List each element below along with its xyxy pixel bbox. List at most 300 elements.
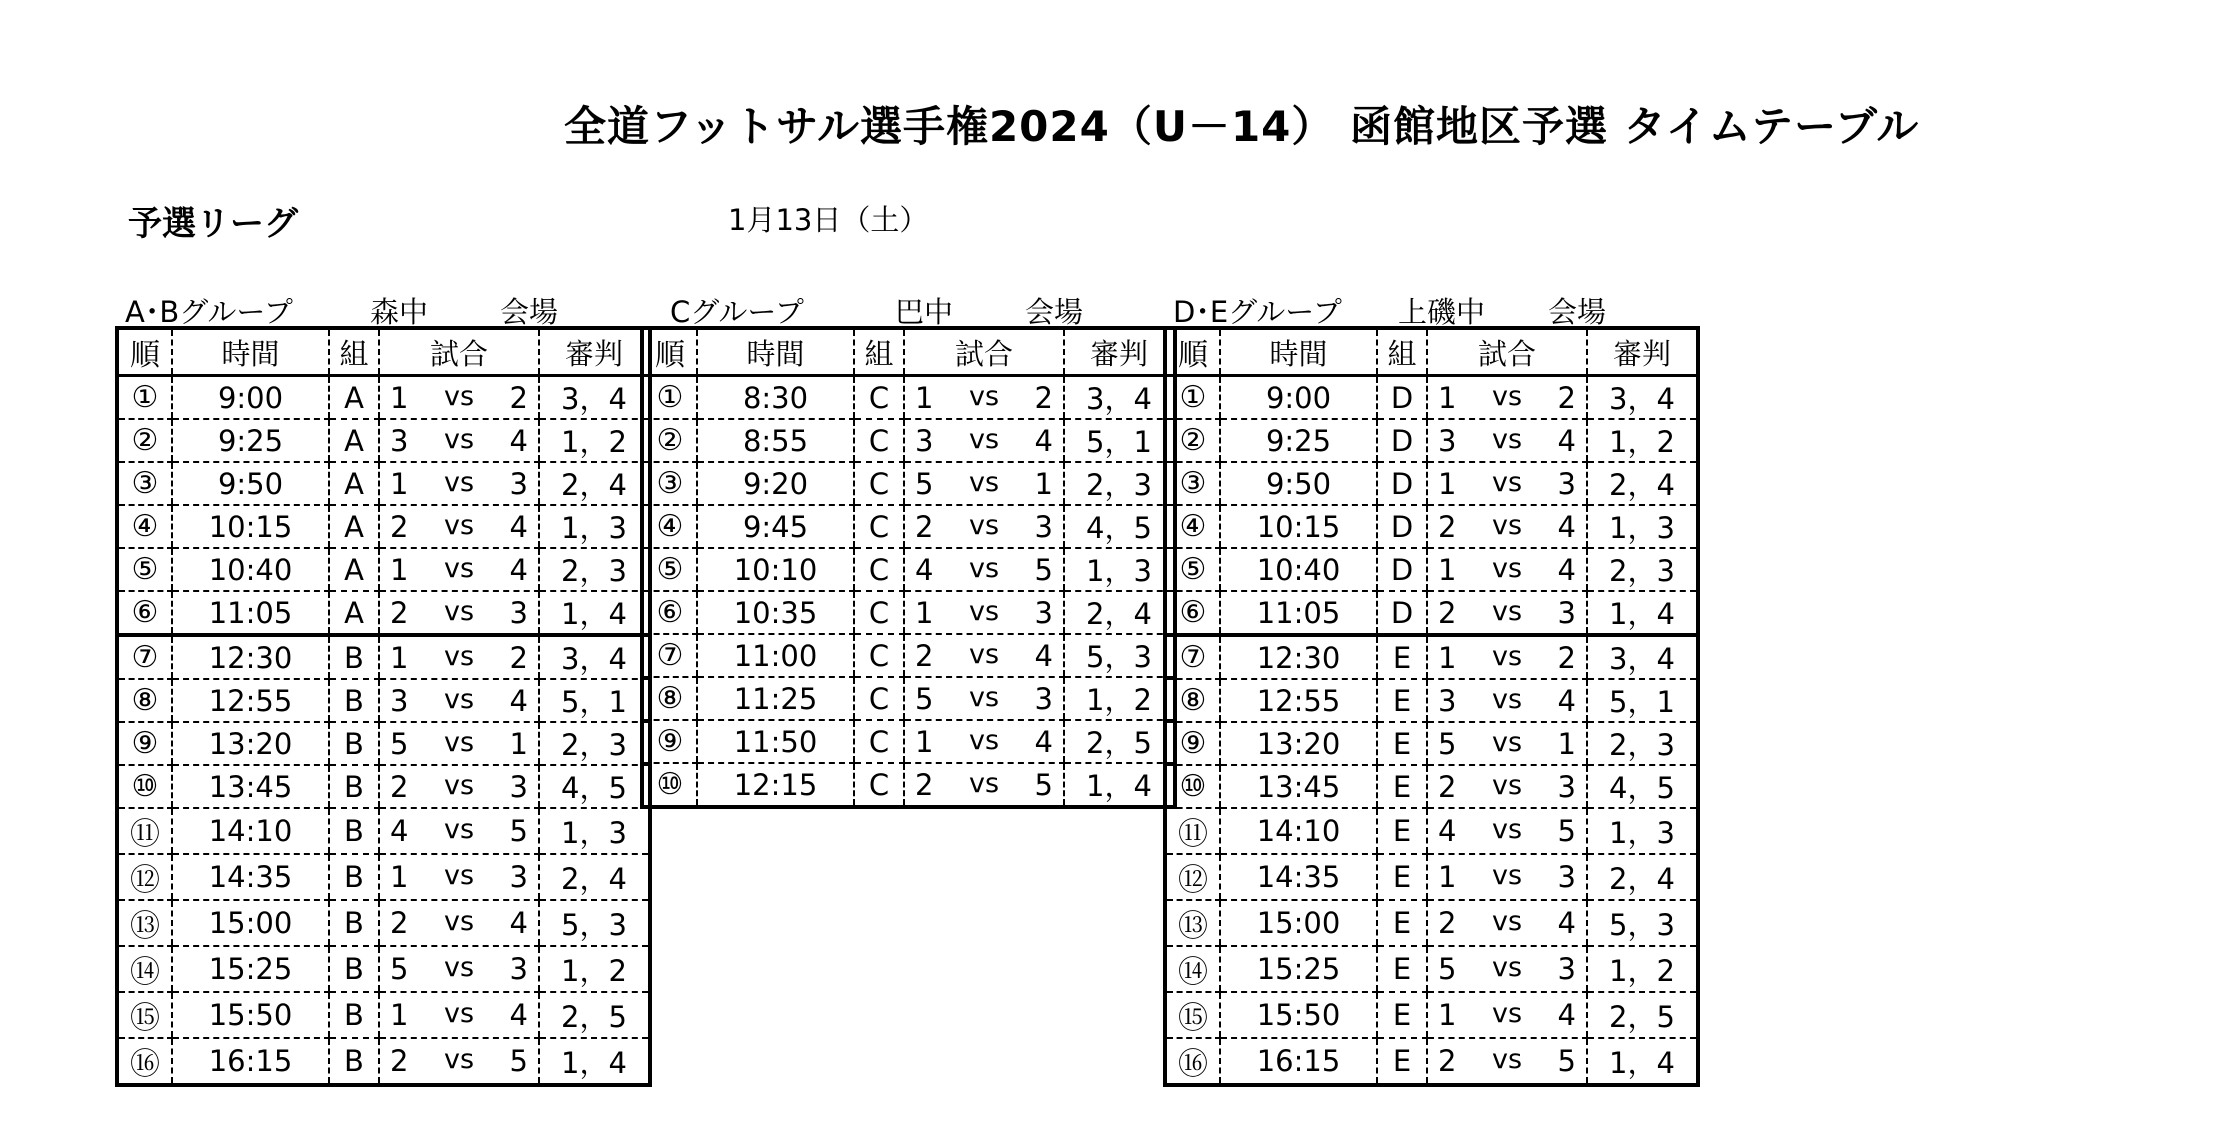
vs-label: vs: [968, 552, 1000, 584]
group-letter: B: [329, 765, 379, 808]
away-team: 4: [1034, 423, 1053, 458]
away-team: 2: [509, 380, 528, 415]
kickoff-time: 9:50: [172, 462, 329, 505]
match-order: ②: [1165, 419, 1220, 462]
table-row: [117, 992, 650, 1038]
group-letter: E: [1377, 808, 1427, 854]
match-order: ⑩: [1165, 765, 1220, 808]
home-team: 1: [1438, 640, 1457, 675]
match-cell: [379, 376, 539, 420]
referee-teams: 3，4: [1064, 376, 1175, 420]
kickoff-time: 10:40: [172, 548, 329, 591]
column-header-order: 順: [642, 328, 697, 376]
home-team: 1: [390, 860, 409, 894]
home-team: 2: [1438, 509, 1457, 544]
kickoff-time: 12:55: [172, 679, 329, 722]
home-team: 2: [1438, 1044, 1457, 1078]
table-row: [117, 635, 650, 679]
group-letter: C: [854, 677, 904, 720]
block-header: [640, 286, 1177, 329]
match-order: ④: [1165, 505, 1220, 548]
kickoff-time: 12:30: [172, 635, 329, 679]
referee-teams: 4，5: [1587, 765, 1698, 808]
referee-teams: 1，4: [1587, 1038, 1698, 1085]
match-cell: [1427, 376, 1587, 420]
away-team: 3: [509, 952, 528, 986]
referee-teams: 2，4: [539, 462, 650, 505]
away-team: 5: [1034, 552, 1053, 587]
table-row: [1165, 591, 1698, 635]
referee-teams: 5，3: [1064, 634, 1175, 677]
vs-label: vs: [1491, 466, 1523, 498]
match-order: ⑧: [117, 679, 172, 722]
referee-teams: 2，4: [539, 854, 650, 900]
referee-teams: 1，4: [1064, 763, 1175, 807]
match-cell: [379, 591, 539, 635]
vs-label: vs: [443, 683, 475, 715]
group-letter: E: [1377, 1038, 1427, 1085]
table-row: [117, 900, 650, 946]
table-row: [117, 765, 650, 808]
home-team: 2: [1438, 906, 1457, 940]
table-header-row: [1165, 328, 1698, 376]
group-letter: E: [1377, 679, 1427, 722]
kickoff-time: 15:25: [1220, 946, 1377, 992]
table-row: [642, 634, 1175, 677]
match-order: ⑭: [117, 946, 172, 992]
table-row: [1165, 900, 1698, 946]
vs-label: vs: [968, 595, 1000, 627]
match-order: ⑤: [642, 548, 697, 591]
match-cell: [379, 722, 539, 765]
away-team: 5: [1557, 1044, 1576, 1078]
away-team: 1: [1557, 726, 1576, 761]
referee-teams: 4，5: [1064, 505, 1175, 548]
match-cell: [904, 634, 1064, 677]
table-row: [642, 763, 1175, 807]
match-order: ⑪: [117, 808, 172, 854]
referee-teams: 2，3: [539, 548, 650, 591]
group-letter: B: [329, 946, 379, 992]
match-order: ⑨: [117, 722, 172, 765]
vs-label: vs: [968, 380, 1000, 412]
kickoff-time: 15:00: [172, 900, 329, 946]
match-order: ③: [117, 462, 172, 505]
vs-label: vs: [1491, 380, 1523, 412]
group-letter: E: [1377, 946, 1427, 992]
column-header-time: 時間: [172, 328, 329, 376]
kickoff-time: 13:20: [172, 722, 329, 765]
away-team: 5: [1557, 814, 1576, 848]
schedule-table: [640, 326, 1177, 809]
away-team: 4: [509, 683, 528, 718]
away-team: 3: [509, 769, 528, 804]
match-order: ⑪: [1165, 808, 1220, 854]
away-team: 5: [509, 814, 528, 848]
match-order: ⑫: [1165, 854, 1220, 900]
vs-label: vs: [1491, 683, 1523, 715]
match-order: ⑦: [117, 635, 172, 679]
group-letter: A: [329, 419, 379, 462]
group-letter: C: [854, 462, 904, 505]
away-team: 3: [1034, 681, 1053, 716]
table-row: [642, 720, 1175, 763]
venue-suffix: 会場: [1548, 295, 1607, 329]
kickoff-time: 9:20: [697, 462, 854, 505]
table-row: [117, 1038, 650, 1085]
match-cell: [1427, 765, 1587, 808]
home-team: 3: [915, 423, 934, 458]
vs-label: vs: [1491, 552, 1523, 584]
vs-label: vs: [1491, 860, 1523, 891]
group-letter: C: [854, 505, 904, 548]
column-header-time: 時間: [1220, 328, 1377, 376]
kickoff-time: 14:10: [1220, 808, 1377, 854]
home-team: 1: [1438, 466, 1457, 501]
group-letter: A: [329, 376, 379, 420]
referee-teams: 5，3: [539, 900, 650, 946]
home-team: 1: [390, 998, 409, 1032]
referee-teams: 1，2: [539, 419, 650, 462]
referee-teams: 2，4: [1064, 591, 1175, 634]
group-letter: B: [329, 635, 379, 679]
table-row: [117, 548, 650, 591]
block-header: [1163, 286, 1700, 329]
venue-name: 森中: [370, 295, 429, 329]
column-header-referee: 審判: [539, 328, 650, 376]
match-cell: [379, 992, 539, 1038]
away-team: 4: [509, 998, 528, 1032]
referee-teams: 5，1: [1587, 679, 1698, 722]
referee-teams: 2，3: [1587, 722, 1698, 765]
vs-label: vs: [443, 423, 475, 455]
group-letter: B: [329, 854, 379, 900]
home-team: 2: [1438, 595, 1457, 630]
away-team: 4: [1034, 724, 1053, 759]
away-team: 3: [509, 860, 528, 894]
referee-teams: 1，3: [539, 808, 650, 854]
kickoff-time: 16:15: [1220, 1038, 1377, 1085]
away-team: 2: [509, 640, 528, 675]
vs-label: vs: [443, 380, 475, 412]
table-row: [642, 419, 1175, 462]
table-row: [642, 376, 1175, 420]
home-team: 1: [1438, 860, 1457, 894]
vs-label: vs: [968, 681, 1000, 713]
kickoff-time: 10:10: [697, 548, 854, 591]
home-team: 5: [1438, 726, 1457, 761]
home-team: 1: [390, 380, 409, 415]
vs-label: vs: [443, 640, 475, 672]
match-cell: [1427, 591, 1587, 635]
match-order: ④: [117, 505, 172, 548]
table-row: [117, 462, 650, 505]
away-team: 4: [1034, 638, 1053, 673]
kickoff-time: 9:25: [172, 419, 329, 462]
away-team: 5: [1034, 767, 1053, 802]
referee-teams: 1，4: [1587, 591, 1698, 635]
match-cell: [1427, 419, 1587, 462]
match-order: ⑯: [1178, 1047, 1208, 1082]
schedule-block-de: [1163, 286, 1700, 1087]
match-order: ⑧: [642, 677, 697, 720]
table-row: [1165, 635, 1698, 679]
table-row: [1165, 505, 1698, 548]
table-row: [117, 854, 650, 900]
match-order: ③: [642, 462, 697, 505]
group-letter: B: [329, 808, 379, 854]
away-team: 4: [509, 423, 528, 458]
referee-teams: 5，1: [1064, 419, 1175, 462]
match-order: ⑨: [642, 720, 697, 763]
group-label: Cグループ: [670, 295, 804, 329]
table-row: [642, 591, 1175, 634]
match-order: ⑦: [642, 634, 697, 677]
referee-teams: 5，3: [1587, 900, 1698, 946]
match-cell: [379, 808, 539, 854]
kickoff-time: 11:05: [172, 591, 329, 635]
referee-teams: 2，5: [1587, 992, 1698, 1038]
event-date: 1月13日（土）: [728, 203, 929, 237]
match-cell: [1427, 548, 1587, 591]
column-header-time: 時間: [697, 328, 854, 376]
match-cell: [1427, 722, 1587, 765]
kickoff-time: 15:50: [172, 992, 329, 1038]
referee-teams: 1，3: [539, 505, 650, 548]
kickoff-time: 11:50: [697, 720, 854, 763]
match-order: ⑤: [117, 548, 172, 591]
table-row: [117, 946, 650, 992]
column-header-match: 試合: [904, 328, 1064, 376]
column-header-group: 組: [329, 328, 379, 376]
column-header-group: 組: [1377, 328, 1427, 376]
match-order: ⑨: [1165, 722, 1220, 765]
referee-teams: 3，4: [1587, 376, 1698, 420]
vs-label: vs: [443, 466, 475, 498]
kickoff-time: 8:55: [697, 419, 854, 462]
match-order: ⑮: [1165, 992, 1220, 1038]
referee-teams: 2，5: [1064, 720, 1175, 763]
table-row: [1165, 1038, 1698, 1085]
match-cell: [379, 765, 539, 808]
kickoff-time: 14:35: [172, 854, 329, 900]
vs-label: vs: [1491, 906, 1523, 937]
referee-teams: 1，4: [539, 591, 650, 635]
kickoff-time: 9:50: [1220, 462, 1377, 505]
group-letter: C: [854, 634, 904, 677]
group-letter: E: [1377, 722, 1427, 765]
vs-label: vs: [443, 726, 475, 758]
group-letter: B: [329, 1038, 379, 1085]
away-team: 4: [509, 509, 528, 544]
page-title: 全道フットサル選手権2024（U－14） 函館地区予選 タイムテーブル: [564, 102, 1920, 151]
group-letter: A: [329, 462, 379, 505]
home-team: 1: [915, 595, 934, 630]
match-cell: [1427, 808, 1587, 854]
kickoff-time: 11:25: [697, 677, 854, 720]
away-team: 5: [509, 1044, 528, 1078]
group-letter: D: [1377, 376, 1427, 420]
group-letter: D: [1377, 591, 1427, 635]
kickoff-time: 16:15: [172, 1038, 329, 1085]
away-team: 4: [1557, 906, 1576, 940]
match-order: ⑩: [117, 765, 172, 808]
referee-teams: 1，2: [539, 946, 650, 992]
match-cell: [379, 1038, 539, 1085]
vs-label: vs: [443, 769, 475, 801]
referee-teams: 2，3: [1064, 462, 1175, 505]
away-team: 3: [1557, 595, 1576, 630]
vs-label: vs: [1491, 769, 1523, 801]
away-team: 3: [509, 595, 528, 630]
match-order: ⑭: [1165, 946, 1220, 992]
table-row: [642, 677, 1175, 720]
match-order: ⑫: [117, 854, 172, 900]
vs-label: vs: [968, 423, 1000, 455]
referee-teams: 1，2: [1064, 677, 1175, 720]
schedule-block-ab: [115, 286, 652, 1087]
table-row: [1165, 548, 1698, 591]
referee-teams: 1，2: [1587, 419, 1698, 462]
match-cell: [904, 720, 1064, 763]
group-letter: B: [329, 679, 379, 722]
match-order: ⑬: [117, 900, 172, 946]
match-cell: [1427, 679, 1587, 722]
group-letter: A: [329, 548, 379, 591]
table-row: [1165, 462, 1698, 505]
block-header: [115, 286, 652, 329]
table-row: [117, 376, 650, 420]
home-team: 2: [1438, 769, 1457, 804]
kickoff-time: 9:25: [1220, 419, 1377, 462]
home-team: 4: [915, 552, 934, 587]
away-team: 2: [1557, 380, 1576, 415]
home-team: 4: [390, 814, 409, 848]
table-row: [1165, 679, 1698, 722]
vs-label: vs: [443, 509, 475, 541]
kickoff-time: 12:30: [1220, 635, 1377, 679]
group-letter: C: [854, 376, 904, 420]
home-team: 2: [390, 509, 409, 544]
group-label: D･Eグループ: [1173, 295, 1342, 329]
match-order: ①: [642, 376, 697, 420]
table-row: [1165, 992, 1698, 1038]
group-letter: A: [329, 505, 379, 548]
group-letter: A: [329, 591, 379, 635]
vs-label: vs: [1491, 726, 1523, 758]
home-team: 1: [1438, 998, 1457, 1032]
home-team: 3: [1438, 683, 1457, 718]
match-order: ①: [117, 376, 172, 420]
kickoff-time: 11:05: [1220, 591, 1377, 635]
referee-teams: 2，5: [539, 992, 650, 1038]
vs-label: vs: [1491, 640, 1523, 672]
group-letter: B: [329, 722, 379, 765]
referee-teams: 3，4: [539, 635, 650, 679]
referee-teams: 1，3: [1587, 505, 1698, 548]
kickoff-time: 9:00: [172, 376, 329, 420]
referee-teams: 4，5: [539, 765, 650, 808]
vs-label: vs: [443, 952, 475, 983]
kickoff-time: 10:15: [172, 505, 329, 548]
section-heading: 予選リーグ: [128, 204, 298, 244]
match-order: ⑥: [1165, 591, 1220, 635]
match-cell: [1427, 462, 1587, 505]
kickoff-time: 13:45: [172, 765, 329, 808]
home-team: 2: [915, 638, 934, 673]
match-order: ③: [1165, 462, 1220, 505]
away-team: 3: [1034, 595, 1053, 630]
home-team: 3: [390, 683, 409, 718]
group-letter: C: [854, 548, 904, 591]
vs-label: vs: [443, 906, 475, 937]
group-letter: C: [854, 591, 904, 634]
kickoff-time: 15:25: [172, 946, 329, 992]
referee-teams: 1，4: [539, 1038, 650, 1085]
column-header-match: 試合: [1427, 328, 1587, 376]
away-team: 4: [509, 552, 528, 587]
home-team: 4: [1438, 814, 1457, 848]
table-row: [1165, 419, 1698, 462]
table-row: [642, 462, 1175, 505]
group-letter: B: [329, 900, 379, 946]
table-row: [1165, 765, 1698, 808]
match-cell: [904, 763, 1064, 807]
vs-label: vs: [443, 814, 475, 845]
vs-label: vs: [968, 724, 1000, 756]
match-cell: [904, 548, 1064, 591]
match-cell: [1427, 505, 1587, 548]
kickoff-time: 15:50: [1220, 992, 1377, 1038]
vs-label: vs: [443, 860, 475, 891]
match-cell: [904, 591, 1064, 634]
vs-label: vs: [443, 552, 475, 584]
referee-teams: 2，3: [1587, 548, 1698, 591]
kickoff-time: 10:15: [1220, 505, 1377, 548]
kickoff-time: 14:35: [1220, 854, 1377, 900]
away-team: 3: [1557, 769, 1576, 804]
kickoff-time: 9:00: [1220, 376, 1377, 420]
match-cell: [379, 548, 539, 591]
home-team: 2: [390, 595, 409, 630]
home-team: 2: [390, 1044, 409, 1078]
home-team: 1: [915, 380, 934, 415]
venue-suffix: 会場: [1025, 295, 1084, 329]
match-cell: [379, 419, 539, 462]
kickoff-time: 14:10: [172, 808, 329, 854]
match-cell: [1427, 900, 1587, 946]
match-cell: [904, 462, 1064, 505]
referee-teams: 3，4: [1587, 635, 1698, 679]
match-cell: [1427, 992, 1587, 1038]
vs-label: vs: [968, 767, 1000, 799]
home-team: 5: [390, 952, 409, 986]
match-order: ④: [642, 505, 697, 548]
table-row: [117, 419, 650, 462]
away-team: 4: [509, 906, 528, 940]
match-cell: [379, 946, 539, 992]
group-letter: E: [1377, 635, 1427, 679]
group-letter: E: [1377, 765, 1427, 808]
group-letter: D: [1377, 505, 1427, 548]
referee-teams: 2，4: [1587, 462, 1698, 505]
column-header-referee: 審判: [1587, 328, 1698, 376]
kickoff-time: 13:45: [1220, 765, 1377, 808]
referee-teams: 1，2: [1587, 946, 1698, 992]
venue-suffix: 会場: [500, 295, 559, 329]
match-cell: [904, 505, 1064, 548]
kickoff-time: 8:30: [697, 376, 854, 420]
